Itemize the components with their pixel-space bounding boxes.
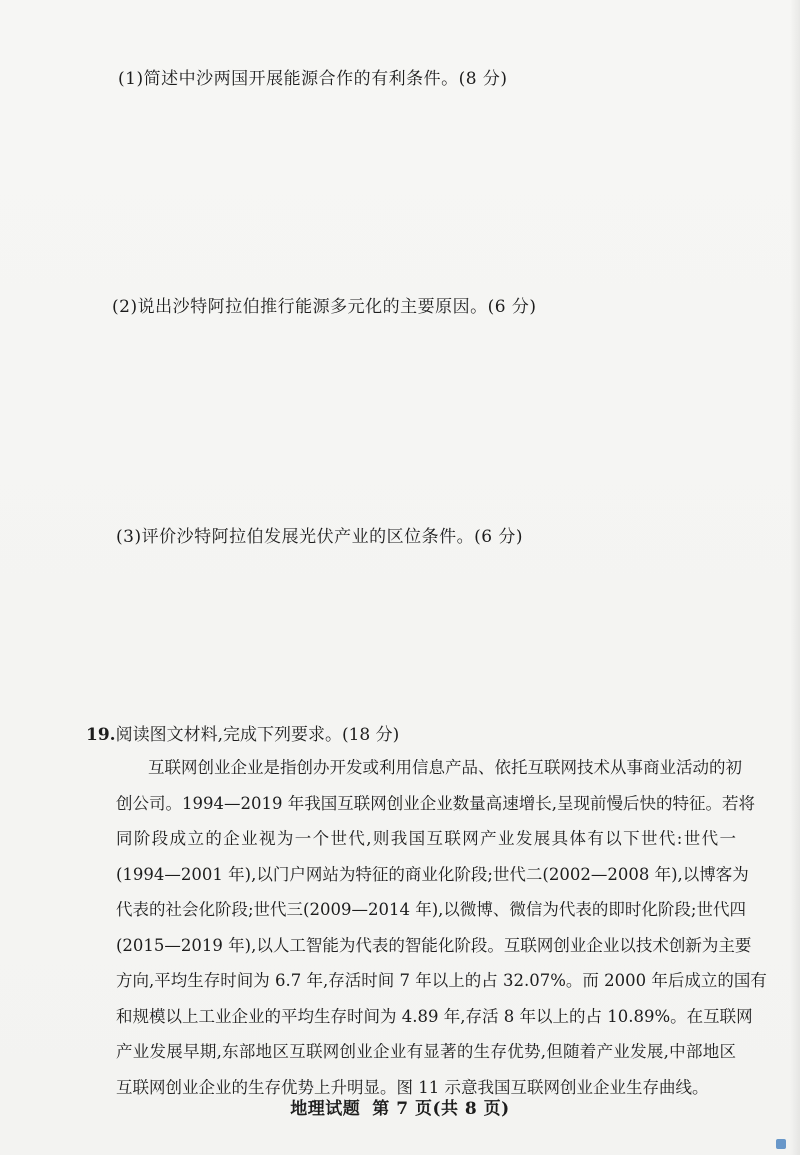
passage-line: 同阶段成立的企业视为一个世代,则我国互联网产业发展具体有以下世代:世代一 — [116, 829, 736, 848]
passage-line: (2015—2019 年),以人工智能为代表的智能化阶段。互联网创业企业以技术创新为主要 — [116, 935, 752, 955]
passage-line: 互联网创业企业是指创办开发或利用信息产品、依托互联网技术从事商业活动的初 — [148, 758, 742, 777]
question-1: (1)简述中沙两国开展能源合作的有利条件。(8 分) — [118, 69, 508, 89]
footer-subject: 地理试题 — [290, 1099, 361, 1119]
passage-line: 和规模以上工业企业的平均生存时间为 4.89 年,存活 8 年以上的占 10.89%。在互联网 — [116, 1006, 753, 1026]
question-19-passage — [116, 750, 767, 1105]
question-3: (3)评价沙特阿拉伯发展光伏产业的区位条件。(6 分) — [116, 527, 524, 547]
question-19-number: 19. — [86, 725, 116, 745]
question-2: (2)说出沙特阿拉伯推行能源多元化的主要原因。(6 分) — [112, 297, 537, 317]
question-19-instruction: 阅读图文材料,完成下列要求。(18 分) — [115, 725, 400, 745]
scanner-watermark — [776, 1139, 786, 1149]
passage-line: (1994—2001 年),以门户网站为特征的商业化阶段;世代二(2002—2008 年),以博客为 — [116, 864, 749, 884]
footer-page-number: 第 7 页(共 8 页) — [372, 1099, 510, 1119]
passage-line: 互联网创业企业的生存优势上升明显。图 11 示意我国互联网创业企业生存曲线。 — [116, 1077, 709, 1097]
question-19-heading — [86, 720, 399, 745]
page-footer — [0, 1094, 800, 1119]
passage-line: 创公司。1994—2019 年我国互联网创业企业数量高速增长,呈现前慢后快的特征。若将 — [116, 793, 755, 813]
passage-line: 方向,平均生存时间为 6.7 年,存活时间 7 年以上的占 32.07%。而 2000 年后成立的国有 — [116, 971, 767, 990]
scanner-logo-icon — [776, 1139, 786, 1149]
passage-line: 产业发展早期,东部地区互联网创业企业有显著的生存优势,但随着产业发展,中部地区 — [116, 1042, 736, 1061]
passage-line: 代表的社会化阶段;世代三(2009—2014 年),以微博、微信为代表的即时化阶段;世代四 — [116, 900, 746, 919]
scan-edge-shadow — [790, 0, 800, 1155]
